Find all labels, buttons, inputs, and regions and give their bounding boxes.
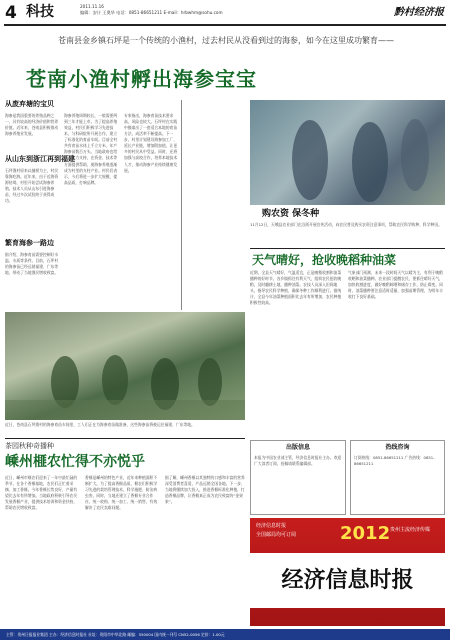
right-photo (250, 100, 445, 205)
top-subhead: 苍南县金乡镇石坪是一个传统的小渔村，过去村民从没看到过的海参，如今在这里成功繁育—— (58, 36, 394, 45)
header-date: 2011.11.16 (80, 4, 104, 9)
article-col: 香榧是嵊州的特色产业，近年来种植面积不断扩大。为了提高香榧品质，榧农们积极学习先进的栽培管理技术，科学施肥、防治病虫害。同时，当地还建立了香榧专业合作社，统一收购、统一加工、统一销售，有效解决了农民卖难问题。 (85, 475, 158, 511)
bottom-title: 嵊州榧农忙得不亦悦乎 (5, 454, 145, 470)
right-caption: 11月12日，天峨县农业部门在沿街开展宣传活动，向农民普及购买农资注意事项，帮助农民科学购种、科学种田。 (250, 222, 442, 227)
info-box (250, 440, 346, 515)
ad-tag: 贵州主流经济传媒 (390, 527, 431, 533)
info-box-title: 出版信息 (285, 444, 310, 451)
ad-title: 经济信息时报 (250, 553, 445, 608)
article-col: 海参是我国重要的养殖品种之一，具有较高的经济价值和营养价值。近年来，苍南县积极推动海参养殖业发展。 (5, 113, 59, 137)
top-title: 苍南小渔村孵出海参宝宝 (26, 67, 257, 91)
column-divider (181, 100, 182, 310)
hotline-box-title: 热线咨询 (385, 444, 410, 451)
section-title: 科技 (26, 4, 54, 20)
section-rule (250, 248, 445, 249)
header-editor: 编辑：安计 王奥华 电话：0851-86651211 E-mail：hrbwhm@sohu.com (80, 9, 223, 15)
ad-line1: 经济信息时报 (256, 523, 287, 529)
photo-people-illustration (250, 100, 445, 205)
section1-head: 从废弃塘的宝贝 (5, 100, 54, 108)
photo-figures-illustration (5, 312, 245, 420)
advertisement (250, 518, 445, 626)
article-col: 据介绍，海参育苗需要控制好水温、水质等条件。目前，石坪村的海参苗已经远销福建、广东等地，带动了当地渔民增收致富。 (5, 252, 59, 276)
right-title: 购农资 保冬种 (262, 209, 320, 219)
header-meta (80, 4, 223, 16)
top-photo (5, 312, 245, 420)
ad-line2: 全国邮局均可订阅 (256, 532, 297, 538)
section2-head: 从山东到浙江再到福建 (5, 155, 75, 163)
article-col: 石坪渔村原来以捕捞为主，村民靠海吃海。近年来，由于近海资源枯竭，村里开始尝试海参养殖。技术人员从山东引进海参苗，经过多次试验终于获得成功。 (5, 168, 59, 204)
newspaper-logo: 黔村经济报 (394, 7, 444, 18)
hotline-box-text: 订阅热线：0851-86651211 广告热线：0851-86651211 (354, 455, 435, 467)
article-col: 近期，全县天气晴好，气温适宜，正是晚稻收割和油菜播种的好时节。各乡镇抓住有利天气，组织农民抢收晚稻，及时翻耕土地，播种油菜。农技人员深入田间地头，指导农民科学种植，确保冬种工作顺利进行。据统计，全县今年油菜种植面积比去年有所增加，农民种植积极性较高。 (250, 270, 342, 306)
article-col: 海参养殖周期较长，一般需要两到三年才能上市。为了提高养殖效益，村民们积极学习先进技术，与科研院所开展合作，建立了标准化的育苗车间。目前全村共有育苗水体上千立方米，年产海参苗数百万头。当地政府也给予了大力支持，在资金、技术等方面提供帮助，使海参养殖逐渐成为村里的支柱产业。村民们表示，今后将进一步扩大规模，提高品质，打响品牌。 (64, 113, 118, 185)
section3-head: 繁育海参一路边 (5, 239, 54, 247)
page-footer: 主管：贵州日报报业集团 主办：经济信息时报社 社址：贵阳市中华北路 邮编：550004 国内统一刊号 CN52-0056 定价：1.00元 (0, 629, 450, 640)
weather-title: 天气晴好，抢收晚稻种油菜 (252, 253, 397, 267)
hotline-box (350, 440, 445, 515)
ad-year: 2012 (340, 523, 391, 544)
article-col: 气象部门预测，未来一段时间天气以晴为主，有利于晚稻收晒和油菜播种。农业部门提醒农民，要抓住晴好天气，加快收割进度，做好晚稻晾晒和储存工作，防止霉变。同时，油菜播种要注意适时适量，加强苗期管理，为明年丰收打下良好基础。 (348, 270, 443, 300)
article-col: 近日，嵊州市榧农们迎来了一年中最忙碌的季节。在各个香榧基地，农民们正忙着采摘、加工香榧。今年香榧长势良好，产量有望比去年有所增加。当地政府积极引导农民发展香榧产业，提供技术培训和资金扶持，帮助农民增收致富。 (5, 475, 78, 511)
article-col: 据了解，嵊州香榧以其独特的口感和丰富的营养深受消费者喜爱，产品远销全国各地。下一步，当地将继续加大投入，推进香榧标准化种植，打造香榧品牌，让香榧真正成为农民致富的“金果果”。 (165, 475, 245, 505)
article-col: 专家指出，海参育苗技术要求高，风险也较大。石坪村在实践中摸索出了一套适合本地的育苗方法，成活率不断提高。下一步，村里计划建设海参加工厂，延长产业链，增加附加值，让更多的村民从中受益。同时，还将加强与高校合作，培养本地技术人才，推动海参产业持续健康发展。 (124, 113, 178, 173)
header-rule (4, 24, 446, 26)
bottom-kicker: 茶园秋种奇播种 (5, 442, 54, 450)
photo-caption: 近日，苍南县石坪渔村的海参育苗车间里，工人们正在为海参育苗做准备，这些海参苗将被运往福建、广东等地。 (5, 422, 195, 427)
page-number: 4 (5, 3, 17, 23)
section-rule (5, 438, 245, 439)
info-box-text: 本报为中国农业部主管，经济信息时报社主办。欢迎广大读者订阅，投稿请联系编辑部。 (254, 455, 342, 467)
